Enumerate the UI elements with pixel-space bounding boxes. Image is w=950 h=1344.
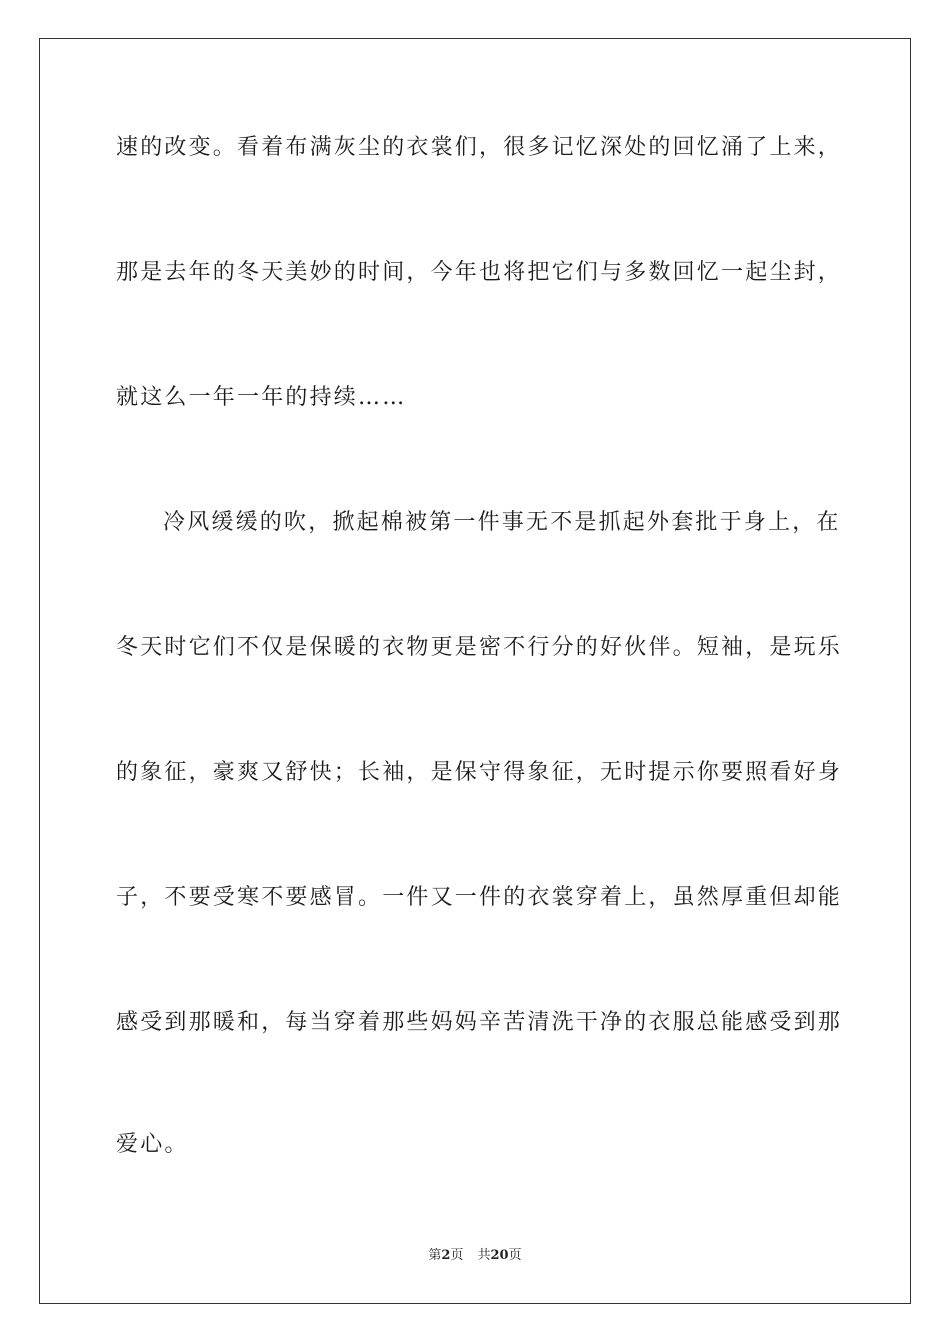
body-text-line: 速的改变。看着布满灰尘的衣裳们，很多记忆深处的回忆涌了上来，: [116, 135, 843, 160]
page-frame: [39, 38, 911, 1304]
total-suffix: 页: [508, 1248, 522, 1263]
paragraph-first-line: 冷风缓缓的吹，掀起棉被第一件事无不是抓起外套批于身上，在: [163, 510, 841, 535]
page-footer: [0, 1247, 950, 1265]
body-text-line: 感受到那暖和，每当穿着那些妈妈辛苦清洗干净的衣服总能感受到那: [116, 1010, 843, 1035]
body-text-line: 那是去年的冬天美妙的时间，今年也将把它们与多数回忆一起尘封，: [116, 260, 843, 285]
page-prefix: 第: [428, 1248, 442, 1263]
current-page-number: 2: [441, 1248, 451, 1263]
body-text-line: 爱心。: [116, 1132, 189, 1157]
body-text-line: 冬天时它们不仅是保暖的衣物更是密不行分的好伙伴。短袖，是玩乐: [116, 635, 843, 660]
body-text-line: 的象征，豪爽又舒快；长袖，是保守得象征，无时提示你要照看好身: [116, 760, 843, 785]
total-prefix: 共: [477, 1248, 491, 1263]
body-text-line: 子，不要受寒不要感冒。一件又一件的衣裳穿着上，虽然厚重但却能: [116, 885, 843, 910]
body-text-line: 就这么一年一年的持续……: [116, 385, 407, 410]
page-suffix: 页: [450, 1248, 464, 1263]
total-page-count: 20: [490, 1248, 509, 1263]
